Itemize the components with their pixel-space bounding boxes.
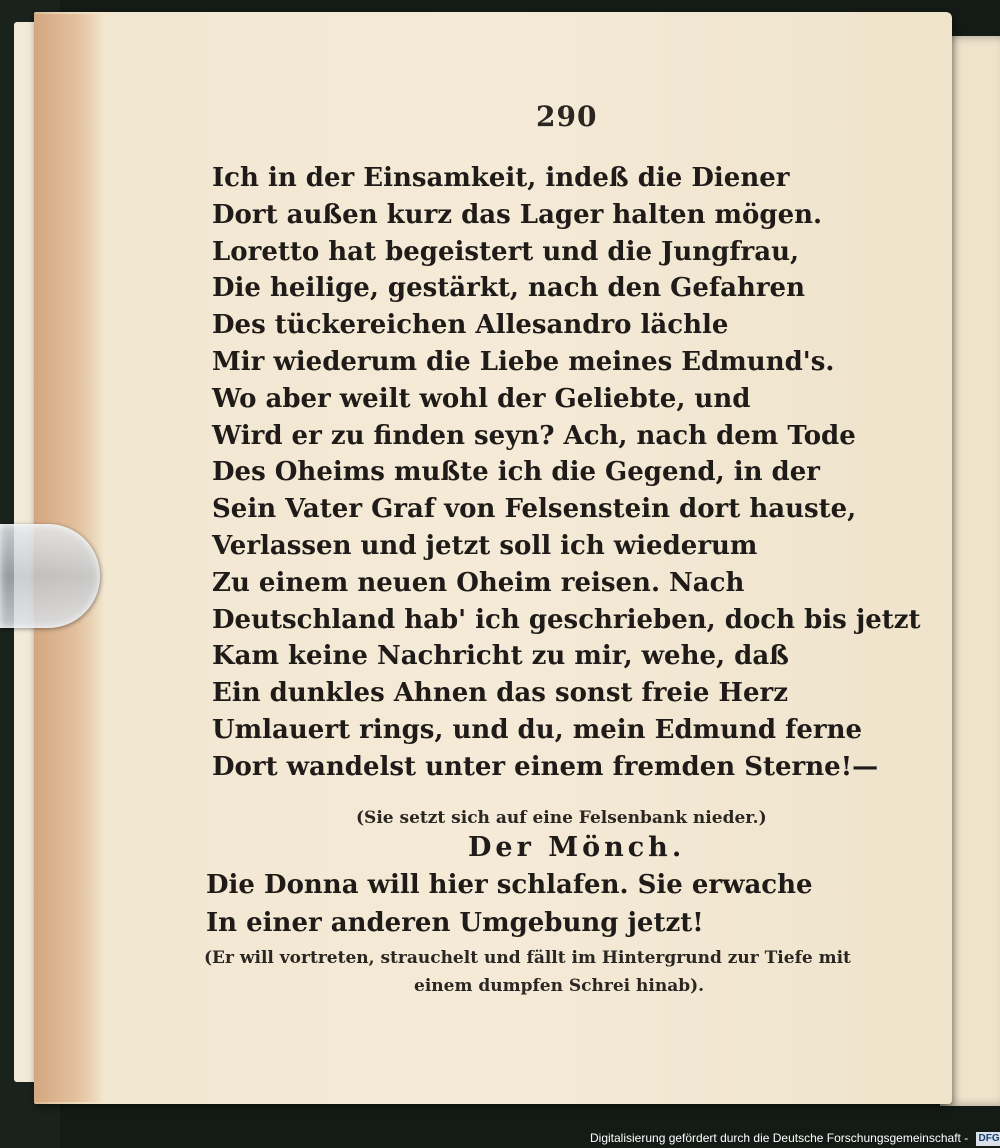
digitization-credit-text: Digitalisierung gefördert durch die Deutsche Forschungsgemeinschaft -	[590, 1131, 969, 1145]
verse-line: Zu einem neuen Oheim reisen. Nach	[212, 567, 745, 598]
verse-line: Wo aber weilt wohl der Geliebte, und	[212, 383, 751, 414]
verse-line: Wird er zu finden seyn? Ach, nach dem Tode	[212, 420, 856, 451]
verse-line: Mir wiederum die Liebe meines Edmund's.	[212, 346, 835, 377]
verse-line: Dort außen kurz das Lager halten mögen.	[212, 199, 823, 230]
verse-line: Des Oheims mußte ich die Gegend, in der	[212, 457, 820, 488]
verse-line: Umlauert rings, und du, mein Edmund ferne	[212, 714, 863, 745]
verse-line: In einer anderen Umgebung jetzt!	[206, 908, 704, 938]
glass-page-weight	[0, 524, 100, 628]
verse-line: Ich in der Einsamkeit, indeß die Diener	[212, 163, 790, 193]
verse-line: Loretto hat begeistert und die Jungfrau,	[212, 236, 800, 267]
verse-line: Die Donna will hier schlafen. Sie erwache	[206, 870, 813, 900]
stage-direction: (Sie setzt sich auf eine Felsenbank nieder.)	[356, 808, 767, 828]
verse-line: Sein Vater Graf von Felsenstein dort hauste,	[212, 494, 857, 525]
speaker-name: Der Mönch.	[468, 832, 686, 863]
stage-direction: einem dumpfen Schrei hinab).	[414, 976, 705, 996]
verse-line: Deutschland hab' ich geschrieben, doch bis jetzt	[212, 604, 921, 635]
stage-direction: (Er will vortreten, strauchelt und fällt im Hintergrund zur Tiefe mit	[204, 948, 851, 968]
verse-line: Dort wandelst unter einem fremden Sterne!—	[212, 751, 879, 782]
digitization-credit	[590, 1128, 1000, 1148]
verse-line: Ein dunkles Ahnen das sonst freie Herz	[212, 678, 788, 709]
verse-block-2	[206, 866, 813, 942]
dfg-logo: DFG	[976, 1132, 1000, 1146]
page-number: 290	[536, 100, 598, 133]
verse-line: Kam keine Nachricht zu mir, wehe, daß	[212, 641, 789, 672]
verse-block	[212, 160, 921, 786]
verse-line: Des tückereichen Allesandro lächle	[212, 310, 729, 341]
verse-line: Die heilige, gestärkt, nach den Gefahren	[212, 273, 805, 304]
verse-line: Verlassen und jetzt soll ich wiederum	[212, 530, 758, 561]
